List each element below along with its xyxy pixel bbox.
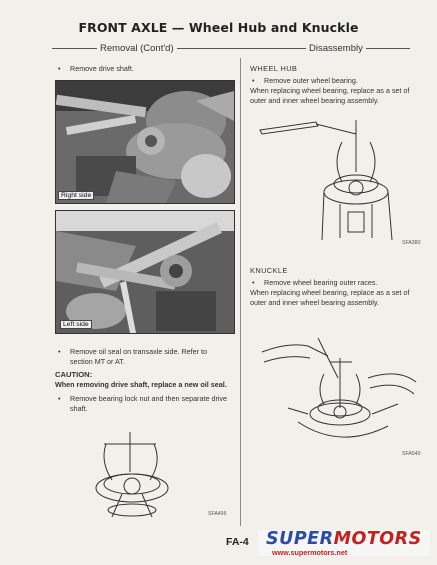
watermark-logo xyxy=(258,530,430,556)
watermark-url: www.supermotors.net xyxy=(272,548,348,557)
step-remove-outer-bearing xyxy=(252,76,358,85)
fig-code-right-2: SFA540 xyxy=(402,451,421,457)
figure-separate-drive-shaft xyxy=(92,432,182,520)
step-remove-lock-nut xyxy=(58,394,227,403)
heading-rule xyxy=(240,48,306,49)
photo-left-side xyxy=(55,210,235,334)
knuckle-note-line1: When replacing wheel bearing, replace as a set of xyxy=(250,288,410,297)
step-text: Remove bearing lock nut and then separate drive xyxy=(70,394,228,403)
step-remove-oil-seal-cont: section MT or AT. xyxy=(70,357,125,366)
photo-right-side xyxy=(55,80,235,204)
step-remove-outer-races xyxy=(252,278,377,287)
step-text: Remove oil seal on transaxle side. Refer to xyxy=(70,347,208,356)
step-text: Remove drive shaft. xyxy=(70,64,134,73)
heading-rule xyxy=(52,48,97,49)
disassembly-heading-text: Disassembly xyxy=(309,43,363,54)
step-remove-oil-seal xyxy=(58,347,236,356)
wheel-hub-note-line1: When replacing wheel bearing, replace as a set of xyxy=(250,86,410,95)
step-text: Remove outer wheel bearing. xyxy=(264,76,358,85)
removal-heading-text: Removal (Cont'd) xyxy=(100,43,174,54)
column-divider xyxy=(240,58,241,526)
brand-name-part: SUPER xyxy=(266,529,334,549)
step-remove-drive-shaft xyxy=(58,64,134,73)
figure-separate-drive-shaft-drawing xyxy=(92,432,182,520)
figure-wheel-hub-puller xyxy=(256,112,406,242)
photo-right-side-label: Right side xyxy=(58,191,94,200)
knuckle-note-line2: outer and inner wheel bearing assembly. xyxy=(250,298,379,307)
removal-section-heading xyxy=(52,43,240,54)
photo-left-side-label: Left side xyxy=(60,320,92,329)
page-title: FRONT AXLE — Wheel Hub and Knuckle xyxy=(78,20,359,35)
caution-text: When removing drive shaft, replace a new oil seal. xyxy=(55,380,227,389)
step-remove-lock-nut-cont: shaft. xyxy=(70,404,88,413)
wheel-hub-note-line2: outer and inner wheel bearing assembly. xyxy=(250,96,379,105)
wheel-hub-title: WHEEL HUB xyxy=(250,64,298,73)
figure-knuckle-puller-drawing xyxy=(258,318,418,450)
photo-right-side-image xyxy=(56,81,234,203)
fig-code-left: SFA496 xyxy=(208,511,227,517)
brand-name-part: MOTORS xyxy=(333,529,422,549)
knuckle-title: KNUCKLE xyxy=(250,266,288,275)
disassembly-section-heading xyxy=(240,43,410,54)
watermark-brand-name xyxy=(266,529,422,549)
heading-rule xyxy=(177,48,240,49)
page-number: FA-4 xyxy=(226,536,249,548)
caution-title: CAUTION: xyxy=(55,370,93,379)
photo-left-side-image xyxy=(56,211,234,333)
figure-wheel-hub-puller-drawing xyxy=(256,112,406,242)
figure-knuckle-puller xyxy=(258,318,418,450)
heading-rule xyxy=(366,48,410,49)
fig-code-right-1: SFA380 xyxy=(402,240,421,246)
step-text: Remove wheel bearing outer races. xyxy=(264,278,378,287)
